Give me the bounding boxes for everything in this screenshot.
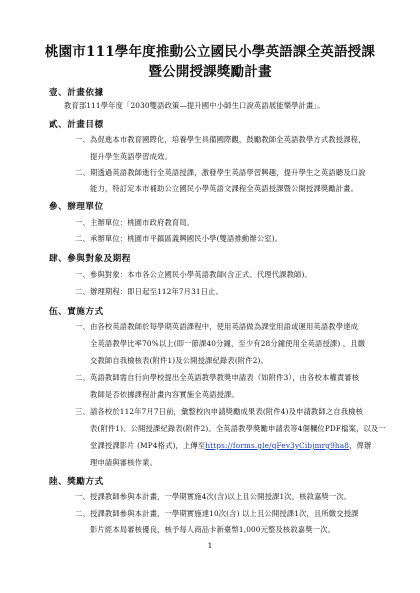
- implementation-3-line-4: 理申請與審核作業。: [90, 458, 158, 467]
- participants-2-number: 二、: [75, 287, 90, 296]
- reward-1-text: 授課教師參與本計畫，一學期實施4次(含)以上且公開授課1次，核敘嘉獎一次。: [90, 492, 352, 501]
- participants-2-text: 辦理期程：即日起至112年7月31日止。: [90, 287, 224, 296]
- implementation-2-number: 二、: [75, 373, 90, 382]
- organizer-1-text: 主辦單位：桃園市政府教育局。: [90, 218, 195, 227]
- section-heading-basis: 壹、計畫依據: [49, 88, 104, 98]
- organizer-2-text: 承辦單位：桃園市平鎮區義興國民小學(雙語推動辦公室)。: [90, 234, 283, 243]
- implementation-1-line-3: 交教師自我檢核表(附件1)及公開授課紀錄表(附件2)。: [90, 356, 268, 365]
- page-number: 1: [207, 541, 213, 550]
- goal-2-line-1: 期透過英語教師進行全英語授課，激發學生英語學習興趣，提升學生之英語聽及口說: [90, 168, 366, 177]
- implementation-2-line-1: 英語教師需自行向學校提出全英語教學教獎申請表（如附件3），由各校本權責審核: [90, 373, 360, 382]
- section-heading-goals: 貳、計畫目標: [49, 120, 104, 130]
- reward-1-number: 一、: [75, 492, 90, 501]
- implementation-1-line-1: 由各校英語教師於每學期英語課程中，使用英語做為課堂用語或運用英語教學達成: [90, 322, 359, 331]
- implementation-3-line-3-text: 堂課授課影片 (MP4格式)，上傳至: [90, 441, 206, 450]
- upload-form-link[interactable]: https://forms.gle/qFev3yCibjmrg9ha8: [205, 441, 350, 450]
- goal-1-line-2: 提升學生英語學習成效。: [90, 152, 172, 161]
- participants-1-number: 一、: [75, 270, 90, 279]
- implementation-2-line-2: 教師是否依據課程計畫內容實施全英語授課。: [90, 390, 239, 399]
- section-heading-organizers: 參、辦理單位: [49, 202, 104, 212]
- section-heading-participants: 肆、參與對象及期程: [49, 254, 131, 264]
- implementation-3-line-3: [90, 441, 371, 451]
- organizer-2-number: 二、: [75, 234, 90, 243]
- document-title-line-2: 暨公開授課獎勵計畫: [148, 64, 272, 80]
- implementation-3-line-1: 請各校於112年7月7日前，彙整校內申請獎勵成果表(附件4)及申請教師之自我檢核: [90, 407, 364, 416]
- reward-2-number: 二、: [75, 509, 90, 518]
- reward-2-line-1: 授課教師參與本計畫，一學期實施達10次(含) 以上且公開授課1次，且所繳交授課: [90, 509, 359, 518]
- goal-1-number: 一、: [75, 135, 90, 144]
- goal-2-line-2: 能力，特訂定本市補助公立國民小學英語文課程全英語授課暨公開授課獎勵計畫。: [90, 184, 359, 193]
- participants-1-text: 參與對象：本市各公立國民小學英語教師(含正式、代理代課教師)。: [90, 270, 312, 279]
- reward-2-line-2: 影片經本局審核優良，核予每人商品卡新臺幣1,000元整及核敘嘉獎一次。: [90, 525, 336, 534]
- implementation-1-line-2: 全英語教學比率70%以上(即一節課40分鐘，至少有28分鐘使用全英語授課) ，且繳: [90, 339, 366, 348]
- goal-1-line-1: 為促進本市教育國際化，培養學生具備國際觀，鼓勵教師全英語教學方式教授課程，: [90, 135, 366, 144]
- section-heading-implementation: 伍、實施方式: [49, 307, 104, 317]
- document-title-line-1: 桃園市111學年度推動公立國民小學英語課全英語授課: [44, 44, 376, 60]
- implementation-3-line-3-tail: ，俾辦: [349, 441, 372, 450]
- implementation-3-line-2: 表(附件1)、公開授課紀錄表(附件2)、全英語教學獎勵申請表等4個欄位PDF檔案，以及一: [90, 424, 386, 433]
- organizer-1-number: 一、: [75, 218, 90, 227]
- implementation-1-number: 一、: [75, 322, 90, 331]
- implementation-3-number: 三、: [75, 407, 90, 416]
- goal-2-number: 二、: [75, 168, 90, 177]
- section-basis-text: 教育部111學年度「2030雙語政策—提升國中小師生口說英語展能樂學計畫」。: [64, 101, 325, 110]
- section-heading-rewards: 陸、獎勵方式: [49, 477, 104, 487]
